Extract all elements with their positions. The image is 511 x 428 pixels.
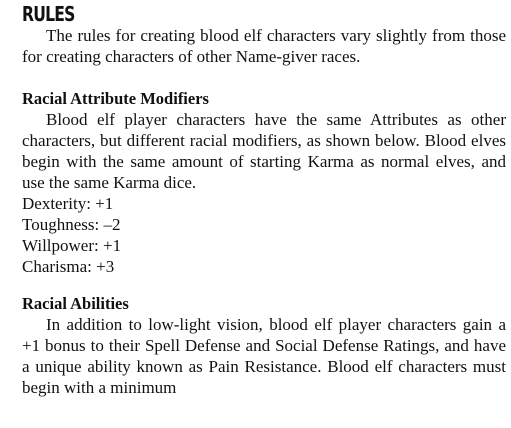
intro-paragraph: The rules for creating blood elf characters vary slightly from those for creating characters of other Name-giver races. [22,26,506,66]
modifier-charisma: Charisma: +3 [22,257,115,276]
racial-attribute-modifiers-paragraph: Blood elf player characters have the same Attributes as other characters, but different racial modifiers, as shown below. Blood elves begin with the same amount of starting Karma as normal elves, and use the same Karma dice. [22,110,506,192]
racial-abilities-paragraph: In addition to low-light vision, blood elf player characters gain a +1 bonus to their Spell Defense and Social Defense Ratings, and have a unique ability known as Pain Resistance. Blood elf characters must begin with a minimum [22,315,506,397]
modifier-willpower: Willpower: +1 [22,236,122,255]
section-heading: RULES [22,2,75,26]
attribute-modifier-list [22,193,511,277]
modifier-dexterity: Dexterity: +1 [22,194,114,213]
document-page [22,0,511,398]
modifier-toughness: Toughness: –2 [22,215,121,234]
racial-attribute-modifiers-heading: Racial Attribute Modifiers [22,89,209,108]
racial-abilities-heading: Racial Abilities [22,294,129,313]
